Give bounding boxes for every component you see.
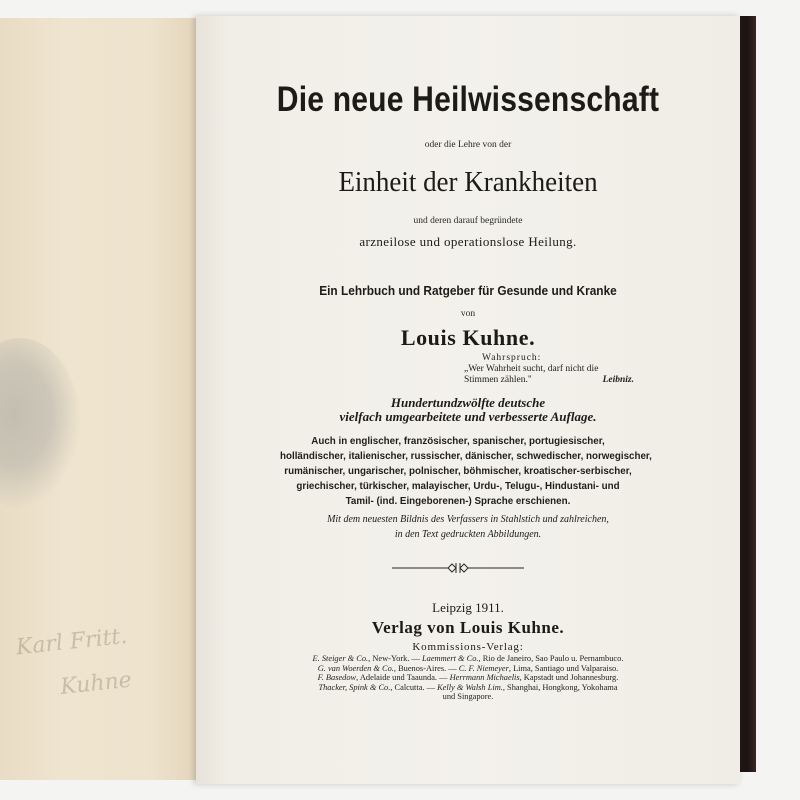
motto-source: Leibniz. [602,375,634,385]
author-name: Louis Kuhne. [400,325,536,350]
handwriting-line-1: Karl Fritt. [14,623,129,661]
translation-line: holländischer, italienischer, russischer, dänischer, schwedischer, norwegischer, [280,451,652,462]
distributors-list [258,654,678,702]
portrait-note-2: in den Text gedruckten Abbildungen. [394,529,542,540]
translation-line: rumänischer, ungarischer, polnischer, böhmischer, kroatischer-serbischer, [284,466,632,477]
edition-line-1: Hundertundzwölfte deutsche [390,395,546,410]
handwriting-line-2: Kuhne [59,667,133,700]
translations-list [280,434,652,509]
distributor-line: G. van Woerden & Co., Buenos-Aires. — C. F. Niemeyer, Lima, Santiago und Valparaiso. [317,663,619,673]
connector-text-2: und deren darauf begründete [413,216,523,226]
subtitle: Einheit der Krankheiten [338,166,598,198]
place-and-year: Leipzig 1911. [432,600,504,615]
book-type: Ein Lehrbuch und Ratgeber für Gesunde und Kranke [319,284,617,298]
edition-line-2: vielfach umgearbeitete und verbesserte Auflage. [339,409,597,424]
healing-line: arzneilose und operationslose Heilung. [359,234,577,249]
ornament-divider-icon [390,561,526,575]
distributor-line-last: und Singapore. [442,692,494,702]
distributor-line: F. Basedow, Adelaide und Taaunda. — Herrmann Michaelis, Kapstadt und Johannesburg. [317,673,619,683]
facing-page [0,18,212,780]
motto-quote-2: Stimmen zählen." [464,375,532,385]
commission-label: Kommissions-Verlag: [412,641,524,653]
distributor-line: E. Steiger & Co., New-York. — Laemmert & Co., Rio de Janeiro, Sao Paulo u. Pernambuco. [312,654,624,663]
main-title: Die neue Heilwissenschaft [276,80,660,119]
title-page [196,16,740,784]
portrait-note-1: Mit dem neuesten Bildnis des Verfassers in Stahlstich und zahlreichen, [327,514,609,525]
handwritten-inscription [14,610,182,714]
translation-line: griechischer, türkischer, malayischer, Urdu-, Telugu-, Hindustani- und [296,481,620,492]
motto [464,353,644,386]
connector-text-1: oder die Lehre von der [424,140,512,150]
translation-line: Tamil- (ind. Eingeborenen-) Sprache erschienen. [345,496,571,507]
distributor-line: Thacker, Spink & Co., Calcutta. — Kelly & Walsh Lim., Shanghai, Hongkong, Yokohama [318,682,618,692]
portrait-show-through [0,338,80,508]
translation-line: Auch in englischer, französischer, spanischer, portugiesischer, [311,436,605,447]
publisher: Verlag von Louis Kuhne. [371,618,565,637]
motto-label: Wahrspruch: [482,353,542,363]
by-text: von [460,309,476,319]
title-page-content [196,16,740,784]
motto-quote-1: „Wer Wahrheit sucht, darf nicht die [464,364,599,374]
